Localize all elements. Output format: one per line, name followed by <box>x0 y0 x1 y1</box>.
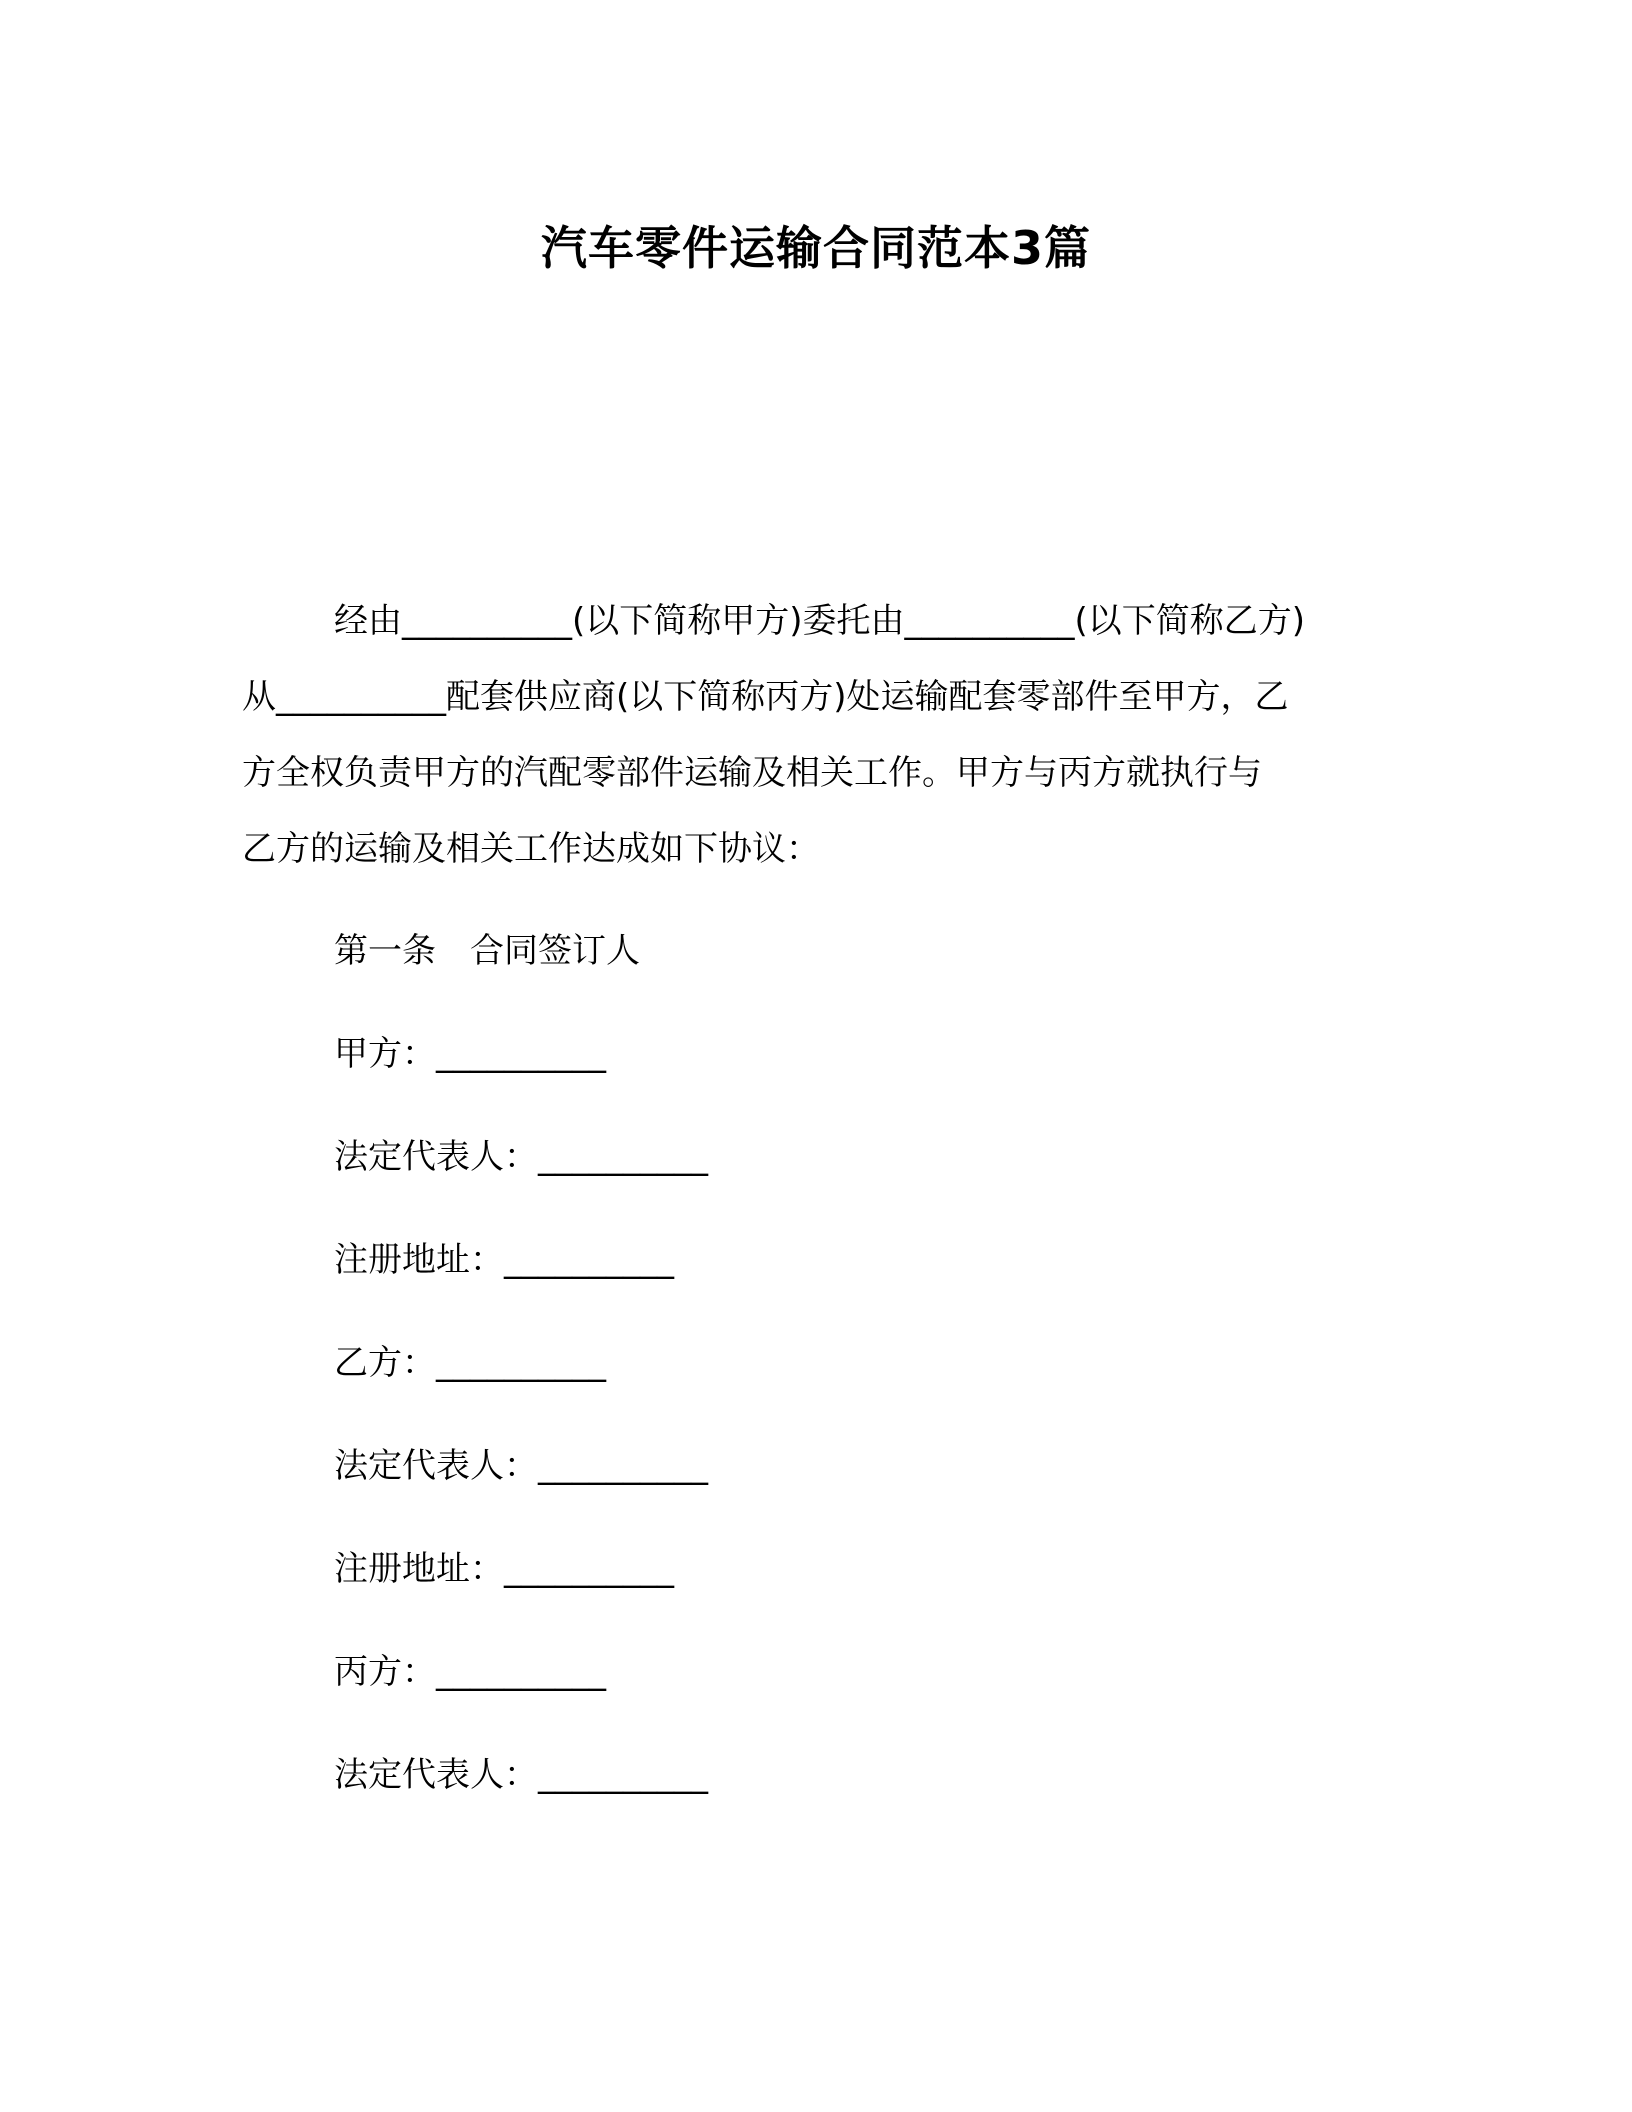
document-title: 汽车零件运输合同范本3篇 <box>540 221 1091 275</box>
intro-paragraph <box>242 583 1402 887</box>
party-c-field: 丙方：__________ <box>334 1652 606 1692</box>
party-b-address-field: 注册地址：__________ <box>334 1549 674 1589</box>
intro-line: 乙方的运输及相关工作达成如下协议： <box>242 829 820 869</box>
party-a-address-field: 注册地址：__________ <box>334 1240 674 1280</box>
party-b-field: 乙方：__________ <box>334 1343 606 1383</box>
intro-line: 从__________配套供应商(以下简称丙方)处运输配套零部件至甲方，乙 <box>242 677 1289 717</box>
intro-line: 方全权负责甲方的汽配零部件运输及相关工作。甲方与丙方就执行与 <box>242 753 1262 793</box>
party-a-field: 甲方：__________ <box>334 1034 606 1074</box>
party-c-legal-rep-field: 法定代表人：__________ <box>334 1755 708 1795</box>
party-b-legal-rep-field: 法定代表人：__________ <box>334 1446 708 1486</box>
party-a-legal-rep-field: 法定代表人：__________ <box>334 1137 708 1177</box>
intro-line: 经由__________(以下简称甲方)委托由__________(以下简称乙方) <box>334 601 1306 641</box>
article-heading: 第一条 合同签订人 <box>334 931 640 971</box>
